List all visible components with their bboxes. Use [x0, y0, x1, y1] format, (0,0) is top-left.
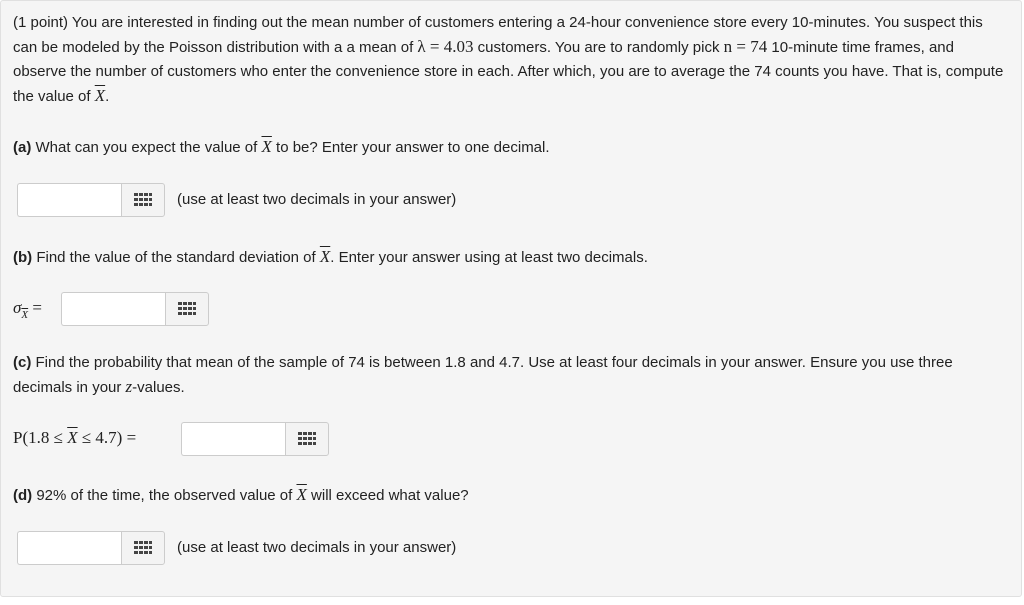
answer-d-input[interactable] [17, 531, 121, 565]
sigma-xbar-label [13, 296, 42, 322]
intro-text-1: (1 point) You are interested in finding out the mean number of customers entering a 24-hour convenience store every 10-minutes. You suspect this can be modeled by the Poisson distribution with a a mean of [13, 14, 983, 56]
question-c-text-1: Find the probability that mean of the sample of 74 is between 1.8 and 4.7. Use at least four decimals in your answer. Ensure you use three decimals in your [13, 354, 953, 396]
equals-sign: = [32, 298, 42, 317]
keypad-icon [298, 432, 316, 446]
sample-size: n = 74 [723, 37, 768, 56]
answer-a-group [17, 183, 165, 217]
question-c-text-2: -values. [132, 379, 185, 396]
answer-b-input[interactable] [61, 292, 165, 326]
answer-d-group [17, 531, 165, 565]
keypad-icon [134, 193, 152, 207]
answer-a-hint: (use at least two decimals in your answer) [177, 191, 457, 208]
xbar-symbol: $\overline{X}$ [261, 137, 272, 156]
z-symbol: z [125, 377, 133, 396]
question-b-text-2: . Enter your answer using at least two decimals. [330, 249, 648, 266]
math-palette-button-d[interactable] [121, 531, 165, 565]
xbar-symbol: $\overline{X}$ [319, 247, 331, 266]
question-b-text-1: Find the value of the standard deviation of [32, 249, 320, 266]
question-a-text-2: to be? Enter your answer to one decimal. [271, 139, 550, 156]
keypad-icon [178, 302, 196, 316]
probability-expression [13, 426, 136, 450]
lambda-value: λ = 4.03 [417, 37, 474, 56]
answer-b-group [61, 292, 209, 326]
intro-text-4: . [105, 88, 110, 105]
answer-d-hint: (use at least two decimals in your answer) [177, 539, 457, 556]
question-b [13, 245, 1011, 270]
xbar-symbol: $\overline{X}$ [67, 428, 78, 447]
answer-a-input[interactable] [17, 183, 121, 217]
probability-expr-right: ≤ 4.7) = [77, 428, 137, 447]
probability-expr-left: P(1.8 ≤ [13, 428, 68, 447]
question-d-text-1: 92% of the time, the observed value of [32, 487, 297, 504]
answer-c-input[interactable] [181, 422, 285, 456]
question-c-label: (c) [13, 354, 32, 371]
math-palette-button-c[interactable] [285, 422, 329, 456]
intro-text-2: customers. You are to randomly pick [473, 39, 724, 56]
keypad-icon [134, 541, 152, 555]
question-d-text-2: will exceed what value? [306, 487, 469, 504]
math-palette-button-b[interactable] [165, 292, 209, 326]
xbar-symbol: $\overline{X}$ [94, 86, 106, 105]
intro-text-3: 10-minute time frames, and observe the number of customers who enter the convenience store in each. After which, you are to average the 74 counts you have. That is, compute the value of [13, 39, 1004, 105]
sigma-symbol: σ [13, 298, 22, 317]
question-a-text-1: What can you expect the value of [31, 139, 262, 156]
sigma-subscript: X [21, 309, 29, 321]
question-a [13, 135, 1011, 160]
question-a-label: (a) [13, 139, 32, 156]
question-c [13, 351, 1011, 400]
math-palette-button-a[interactable] [121, 183, 165, 217]
question-d [13, 483, 1011, 508]
problem-statement [13, 11, 1011, 109]
question-d-label: (d) [13, 487, 33, 504]
question-b-label: (b) [13, 249, 33, 266]
xbar-symbol: $\overline{X}$ [296, 485, 307, 504]
answer-c-group [181, 422, 329, 456]
